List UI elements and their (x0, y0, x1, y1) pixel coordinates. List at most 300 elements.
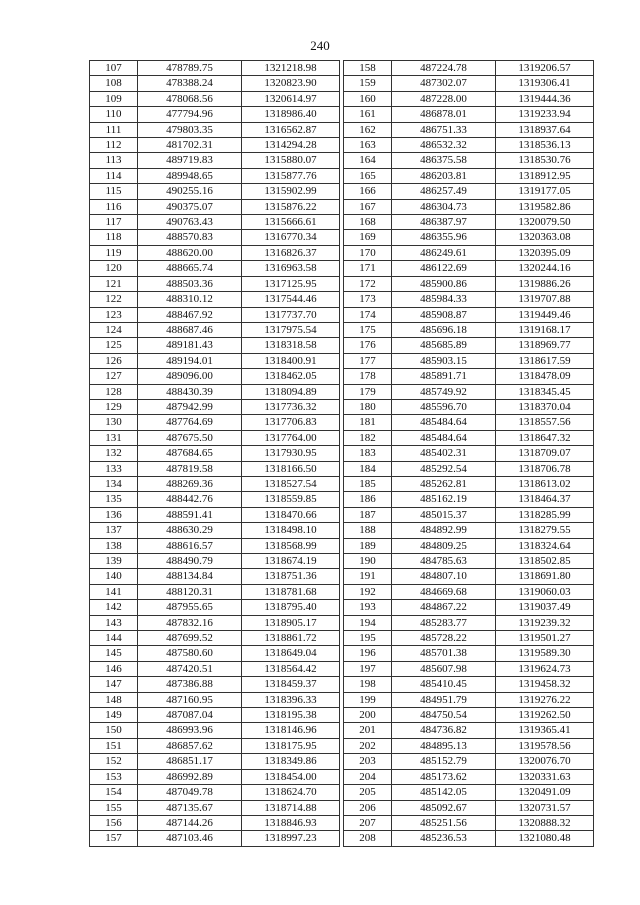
x-coordinate-cell: 487049.78 (138, 785, 242, 800)
x-coordinate-cell: 487832.16 (138, 615, 242, 630)
y-coordinate-cell: 1318530.76 (496, 153, 594, 168)
point-number-cell: 172 (344, 276, 392, 291)
point-number-cell: 137 (90, 523, 138, 538)
table-row (344, 800, 594, 815)
table-row (344, 600, 594, 615)
point-number-cell: 155 (90, 800, 138, 815)
y-coordinate-cell: 1318459.37 (242, 677, 340, 692)
point-number-cell: 130 (90, 415, 138, 430)
point-number-cell: 111 (90, 122, 138, 137)
table-row (90, 785, 340, 800)
table-row (90, 615, 340, 630)
table-row (90, 800, 340, 815)
table-row (90, 215, 340, 230)
table-row (90, 138, 340, 153)
point-number-cell: 115 (90, 184, 138, 199)
table-row (90, 199, 340, 214)
table-row (90, 769, 340, 784)
x-coordinate-cell: 487955.65 (138, 600, 242, 615)
point-number-cell: 125 (90, 338, 138, 353)
y-coordinate-cell: 1318536.13 (496, 138, 594, 153)
point-number-cell: 167 (344, 199, 392, 214)
x-coordinate-cell: 485236.53 (392, 831, 496, 846)
y-coordinate-cell: 1318691.80 (496, 569, 594, 584)
x-coordinate-cell: 484750.54 (392, 708, 496, 723)
table-row (344, 569, 594, 584)
x-coordinate-cell: 486257.49 (392, 184, 496, 199)
x-coordinate-cell: 488120.31 (138, 584, 242, 599)
y-coordinate-cell: 1314294.28 (242, 138, 340, 153)
x-coordinate-cell: 487420.51 (138, 661, 242, 676)
y-coordinate-cell: 1318617.59 (496, 353, 594, 368)
table-row (344, 584, 594, 599)
y-coordinate-cell: 1321218.98 (242, 61, 340, 76)
table-row (90, 384, 340, 399)
x-coordinate-cell: 485162.19 (392, 492, 496, 507)
table-row (344, 415, 594, 430)
table-row (90, 76, 340, 91)
x-coordinate-cell: 484736.82 (392, 723, 496, 738)
point-number-cell: 169 (344, 230, 392, 245)
table-row (90, 738, 340, 753)
point-number-cell: 174 (344, 307, 392, 322)
x-coordinate-cell: 487224.78 (392, 61, 496, 76)
y-coordinate-cell: 1319444.36 (496, 91, 594, 106)
table-row (344, 276, 594, 291)
y-coordinate-cell: 1317736.32 (242, 399, 340, 414)
point-number-cell: 206 (344, 800, 392, 815)
x-coordinate-cell: 484807.10 (392, 569, 496, 584)
y-coordinate-cell: 1318349.86 (242, 754, 340, 769)
point-number-cell: 151 (90, 738, 138, 753)
point-number-cell: 109 (90, 91, 138, 106)
table-row (344, 615, 594, 630)
point-number-cell: 165 (344, 168, 392, 183)
y-coordinate-cell: 1318861.72 (242, 631, 340, 646)
y-coordinate-cell: 1315880.07 (242, 153, 340, 168)
point-number-cell: 180 (344, 399, 392, 414)
table-row (344, 168, 594, 183)
y-coordinate-cell: 1320331.63 (496, 769, 594, 784)
table-row (344, 476, 594, 491)
y-coordinate-cell: 1320731.57 (496, 800, 594, 815)
table-row (344, 91, 594, 106)
point-number-cell: 182 (344, 430, 392, 445)
table-row (344, 107, 594, 122)
point-number-cell: 135 (90, 492, 138, 507)
x-coordinate-cell: 484951.79 (392, 692, 496, 707)
x-coordinate-cell: 486878.01 (392, 107, 496, 122)
table-row (90, 61, 340, 76)
table-row (344, 446, 594, 461)
table-row (344, 384, 594, 399)
x-coordinate-cell: 487135.67 (138, 800, 242, 815)
table-row (90, 461, 340, 476)
x-coordinate-cell: 485251.56 (392, 815, 496, 830)
point-number-cell: 146 (90, 661, 138, 676)
point-number-cell: 177 (344, 353, 392, 368)
x-coordinate-cell: 487764.69 (138, 415, 242, 430)
table-row (90, 446, 340, 461)
table-row (344, 769, 594, 784)
table-row (90, 723, 340, 738)
table-row (90, 538, 340, 553)
y-coordinate-cell: 1318997.23 (242, 831, 340, 846)
x-coordinate-cell: 484867.22 (392, 600, 496, 615)
y-coordinate-cell: 1320888.32 (496, 815, 594, 830)
table-row (344, 677, 594, 692)
x-coordinate-cell: 478388.24 (138, 76, 242, 91)
table-row (344, 61, 594, 76)
point-number-cell: 199 (344, 692, 392, 707)
table-row (90, 831, 340, 846)
point-number-cell: 142 (90, 600, 138, 615)
y-coordinate-cell: 1318647.32 (496, 430, 594, 445)
x-coordinate-cell: 485092.67 (392, 800, 496, 815)
y-coordinate-cell: 1316770.34 (242, 230, 340, 245)
x-coordinate-cell: 485484.64 (392, 415, 496, 430)
point-number-cell: 127 (90, 369, 138, 384)
x-coordinate-cell: 485891.71 (392, 369, 496, 384)
x-coordinate-cell: 488503.36 (138, 276, 242, 291)
point-number-cell: 170 (344, 245, 392, 260)
point-number-cell: 133 (90, 461, 138, 476)
x-coordinate-cell: 485283.77 (392, 615, 496, 630)
y-coordinate-cell: 1318195.38 (242, 708, 340, 723)
x-coordinate-cell: 488616.57 (138, 538, 242, 553)
x-coordinate-cell: 488467.92 (138, 307, 242, 322)
table-row (90, 107, 340, 122)
y-coordinate-cell: 1318175.95 (242, 738, 340, 753)
point-number-cell: 192 (344, 584, 392, 599)
point-number-cell: 207 (344, 815, 392, 830)
point-number-cell: 186 (344, 492, 392, 507)
x-coordinate-cell: 487580.60 (138, 646, 242, 661)
y-coordinate-cell: 1318464.37 (496, 492, 594, 507)
x-coordinate-cell: 485262.81 (392, 476, 496, 491)
x-coordinate-cell: 489181.43 (138, 338, 242, 353)
y-coordinate-cell: 1318478.09 (496, 369, 594, 384)
y-coordinate-cell: 1318912.95 (496, 168, 594, 183)
point-number-cell: 179 (344, 384, 392, 399)
y-coordinate-cell: 1318781.68 (242, 584, 340, 599)
coordinates-table-left (89, 60, 340, 847)
point-number-cell: 168 (344, 215, 392, 230)
x-coordinate-cell: 488134.84 (138, 569, 242, 584)
point-number-cell: 108 (90, 76, 138, 91)
point-number-cell: 196 (344, 646, 392, 661)
x-coordinate-cell: 488310.12 (138, 292, 242, 307)
table-row (344, 122, 594, 137)
x-coordinate-cell: 490375.07 (138, 199, 242, 214)
table-row (344, 138, 594, 153)
x-coordinate-cell: 490255.16 (138, 184, 242, 199)
point-number-cell: 139 (90, 554, 138, 569)
table-row (90, 692, 340, 707)
table-row (90, 677, 340, 692)
point-number-cell: 156 (90, 815, 138, 830)
y-coordinate-cell: 1319458.32 (496, 677, 594, 692)
y-coordinate-cell: 1319449.46 (496, 307, 594, 322)
y-coordinate-cell: 1318986.40 (242, 107, 340, 122)
point-number-cell: 116 (90, 199, 138, 214)
y-coordinate-cell: 1318285.99 (496, 507, 594, 522)
table-row (344, 646, 594, 661)
x-coordinate-cell: 485402.31 (392, 446, 496, 461)
y-coordinate-cell: 1320244.16 (496, 261, 594, 276)
y-coordinate-cell: 1318937.64 (496, 122, 594, 137)
x-coordinate-cell: 488490.79 (138, 554, 242, 569)
x-coordinate-cell: 485410.45 (392, 677, 496, 692)
x-coordinate-cell: 486375.58 (392, 153, 496, 168)
point-number-cell: 162 (344, 122, 392, 137)
x-coordinate-cell: 485596.70 (392, 399, 496, 414)
point-number-cell: 136 (90, 507, 138, 522)
point-number-cell: 159 (344, 76, 392, 91)
x-coordinate-cell: 487699.52 (138, 631, 242, 646)
x-coordinate-cell: 478789.75 (138, 61, 242, 76)
table-row (90, 430, 340, 445)
x-coordinate-cell: 481702.31 (138, 138, 242, 153)
y-coordinate-cell: 1318345.45 (496, 384, 594, 399)
y-coordinate-cell: 1318498.10 (242, 523, 340, 538)
table-row (90, 261, 340, 276)
point-number-cell: 176 (344, 338, 392, 353)
y-coordinate-cell: 1319168.17 (496, 322, 594, 337)
point-number-cell: 120 (90, 261, 138, 276)
x-coordinate-cell: 486857.62 (138, 738, 242, 753)
y-coordinate-cell: 1319233.94 (496, 107, 594, 122)
x-coordinate-cell: 485701.38 (392, 646, 496, 661)
x-coordinate-cell: 487675.50 (138, 430, 242, 445)
table-row (90, 708, 340, 723)
y-coordinate-cell: 1320079.50 (496, 215, 594, 230)
x-coordinate-cell: 485152.79 (392, 754, 496, 769)
y-coordinate-cell: 1320823.90 (242, 76, 340, 91)
x-coordinate-cell: 487228.00 (392, 91, 496, 106)
point-number-cell: 123 (90, 307, 138, 322)
y-coordinate-cell: 1319276.22 (496, 692, 594, 707)
x-coordinate-cell: 486122.69 (392, 261, 496, 276)
y-coordinate-cell: 1318502.85 (496, 554, 594, 569)
y-coordinate-cell: 1318751.36 (242, 569, 340, 584)
table-row (344, 554, 594, 569)
x-coordinate-cell: 485984.33 (392, 292, 496, 307)
point-number-cell: 113 (90, 153, 138, 168)
table-row (90, 815, 340, 830)
x-coordinate-cell: 488620.00 (138, 245, 242, 260)
y-coordinate-cell: 1320363.08 (496, 230, 594, 245)
point-number-cell: 161 (344, 107, 392, 122)
point-number-cell: 188 (344, 523, 392, 538)
x-coordinate-cell: 485607.98 (392, 661, 496, 676)
table-row (90, 369, 340, 384)
y-coordinate-cell: 1318706.78 (496, 461, 594, 476)
table-row (344, 754, 594, 769)
table-row (344, 199, 594, 214)
y-coordinate-cell: 1318318.58 (242, 338, 340, 353)
x-coordinate-cell: 486203.81 (392, 168, 496, 183)
point-number-cell: 163 (344, 138, 392, 153)
x-coordinate-cell: 487160.95 (138, 692, 242, 707)
y-coordinate-cell: 1316826.37 (242, 245, 340, 260)
x-coordinate-cell: 484809.25 (392, 538, 496, 553)
table-row (90, 91, 340, 106)
table-row (90, 122, 340, 137)
x-coordinate-cell: 487386.88 (138, 677, 242, 692)
point-number-cell: 185 (344, 476, 392, 491)
x-coordinate-cell: 488665.74 (138, 261, 242, 276)
x-coordinate-cell: 488630.29 (138, 523, 242, 538)
table-row (90, 631, 340, 646)
point-number-cell: 119 (90, 245, 138, 260)
table-row (344, 369, 594, 384)
y-coordinate-cell: 1318559.85 (242, 492, 340, 507)
point-number-cell: 187 (344, 507, 392, 522)
table-row (90, 754, 340, 769)
x-coordinate-cell: 485015.37 (392, 507, 496, 522)
coordinates-table-right (343, 60, 594, 847)
point-number-cell: 204 (344, 769, 392, 784)
point-number-cell: 191 (344, 569, 392, 584)
x-coordinate-cell: 485749.92 (392, 384, 496, 399)
y-coordinate-cell: 1318166.50 (242, 461, 340, 476)
y-coordinate-cell: 1319582.86 (496, 199, 594, 214)
point-number-cell: 202 (344, 738, 392, 753)
y-coordinate-cell: 1315876.22 (242, 199, 340, 214)
point-number-cell: 183 (344, 446, 392, 461)
point-number-cell: 112 (90, 138, 138, 153)
y-coordinate-cell: 1318557.56 (496, 415, 594, 430)
y-coordinate-cell: 1319624.73 (496, 661, 594, 676)
table-row (344, 692, 594, 707)
x-coordinate-cell: 487819.58 (138, 461, 242, 476)
y-coordinate-cell: 1318568.99 (242, 538, 340, 553)
y-coordinate-cell: 1318454.00 (242, 769, 340, 784)
x-coordinate-cell: 489194.01 (138, 353, 242, 368)
x-coordinate-cell: 487684.65 (138, 446, 242, 461)
table-row (344, 538, 594, 553)
point-number-cell: 152 (90, 754, 138, 769)
x-coordinate-cell: 477794.96 (138, 107, 242, 122)
point-number-cell: 145 (90, 646, 138, 661)
x-coordinate-cell: 488687.46 (138, 322, 242, 337)
x-coordinate-cell: 484785.63 (392, 554, 496, 569)
table-row (344, 708, 594, 723)
point-number-cell: 203 (344, 754, 392, 769)
point-number-cell: 157 (90, 831, 138, 846)
y-coordinate-cell: 1319206.57 (496, 61, 594, 76)
table-row (90, 245, 340, 260)
x-coordinate-cell: 486992.89 (138, 769, 242, 784)
table-row (90, 661, 340, 676)
y-coordinate-cell: 1317975.54 (242, 322, 340, 337)
table-row (90, 415, 340, 430)
y-coordinate-cell: 1318674.19 (242, 554, 340, 569)
point-number-cell: 110 (90, 107, 138, 122)
x-coordinate-cell: 489096.00 (138, 369, 242, 384)
y-coordinate-cell: 1318564.42 (242, 661, 340, 676)
table-row (90, 230, 340, 245)
table-row (344, 430, 594, 445)
point-number-cell: 149 (90, 708, 138, 723)
y-coordinate-cell: 1318470.66 (242, 507, 340, 522)
point-number-cell: 201 (344, 723, 392, 738)
point-number-cell: 134 (90, 476, 138, 491)
point-number-cell: 143 (90, 615, 138, 630)
table-row (90, 399, 340, 414)
table-row (90, 168, 340, 183)
table-row (90, 569, 340, 584)
y-coordinate-cell: 1318094.89 (242, 384, 340, 399)
x-coordinate-cell: 488269.36 (138, 476, 242, 491)
y-coordinate-cell: 1318714.88 (242, 800, 340, 815)
point-number-cell: 153 (90, 769, 138, 784)
table-row (344, 492, 594, 507)
point-number-cell: 193 (344, 600, 392, 615)
y-coordinate-cell: 1318370.04 (496, 399, 594, 414)
table-row (344, 723, 594, 738)
x-coordinate-cell: 486387.97 (392, 215, 496, 230)
point-number-cell: 198 (344, 677, 392, 692)
point-number-cell: 171 (344, 261, 392, 276)
table-row (344, 153, 594, 168)
table-row (90, 353, 340, 368)
y-coordinate-cell: 1317544.46 (242, 292, 340, 307)
y-coordinate-cell: 1318324.64 (496, 538, 594, 553)
table-row (90, 276, 340, 291)
x-coordinate-cell: 486249.61 (392, 245, 496, 260)
table-row (90, 476, 340, 491)
table-row (90, 584, 340, 599)
table-row (344, 461, 594, 476)
point-number-cell: 200 (344, 708, 392, 723)
y-coordinate-cell: 1318400.91 (242, 353, 340, 368)
x-coordinate-cell: 485484.64 (392, 430, 496, 445)
y-coordinate-cell: 1319589.30 (496, 646, 594, 661)
point-number-cell: 144 (90, 631, 138, 646)
y-coordinate-cell: 1318527.54 (242, 476, 340, 491)
y-coordinate-cell: 1316562.87 (242, 122, 340, 137)
y-coordinate-cell: 1319707.88 (496, 292, 594, 307)
x-coordinate-cell: 479803.35 (138, 122, 242, 137)
point-number-cell: 205 (344, 785, 392, 800)
x-coordinate-cell: 485142.05 (392, 785, 496, 800)
x-coordinate-cell: 490763.43 (138, 215, 242, 230)
y-coordinate-cell: 1318396.33 (242, 692, 340, 707)
y-coordinate-cell: 1318795.40 (242, 600, 340, 615)
point-number-cell: 148 (90, 692, 138, 707)
y-coordinate-cell: 1320395.09 (496, 245, 594, 260)
x-coordinate-cell: 485685.89 (392, 338, 496, 353)
point-number-cell: 122 (90, 292, 138, 307)
point-number-cell: 129 (90, 399, 138, 414)
x-coordinate-cell: 487144.26 (138, 815, 242, 830)
table-row (90, 646, 340, 661)
point-number-cell: 208 (344, 831, 392, 846)
point-number-cell: 131 (90, 430, 138, 445)
table-row (344, 215, 594, 230)
x-coordinate-cell: 478068.56 (138, 91, 242, 106)
table-row (344, 307, 594, 322)
point-number-cell: 121 (90, 276, 138, 291)
x-coordinate-cell: 488591.41 (138, 507, 242, 522)
y-coordinate-cell: 1317706.83 (242, 415, 340, 430)
point-number-cell: 166 (344, 184, 392, 199)
y-coordinate-cell: 1316963.58 (242, 261, 340, 276)
y-coordinate-cell: 1318462.05 (242, 369, 340, 384)
y-coordinate-cell: 1319239.32 (496, 615, 594, 630)
